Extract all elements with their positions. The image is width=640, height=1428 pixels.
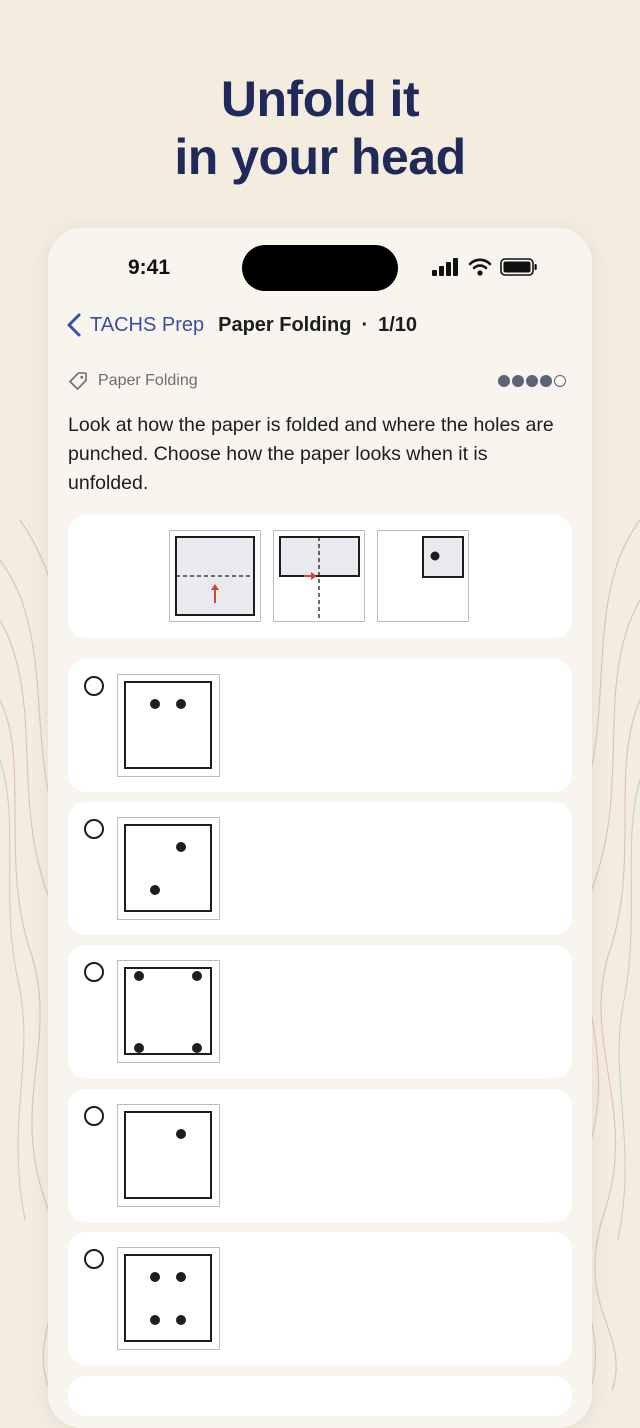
tag-icon — [68, 371, 88, 391]
unfolded-paper — [124, 681, 212, 769]
chevron-left-icon[interactable] — [64, 312, 86, 338]
difficulty-dot — [540, 375, 552, 387]
question-text: Look at how the paper is folded and where the holes are punched. Choose how the paper looks when it is unfolded. — [68, 414, 554, 494]
radio-button[interactable] — [84, 819, 104, 839]
headline-line-1: Unfold it — [220, 71, 420, 127]
fold-step-2 — [273, 530, 365, 622]
difficulty-dot — [526, 375, 538, 387]
question-counter: 1/10 — [378, 313, 418, 336]
wifi-icon — [468, 258, 492, 276]
hole — [176, 1129, 186, 1139]
hole — [176, 842, 186, 852]
nav-separator: · — [361, 313, 369, 336]
nav-bar — [64, 310, 417, 340]
hole — [176, 699, 186, 709]
punch-hole-diagram — [378, 531, 467, 620]
fold-step-1 — [169, 530, 261, 622]
unfolded-paper — [124, 1111, 212, 1199]
punch-step — [377, 530, 469, 622]
radio-button[interactable] — [84, 676, 104, 696]
question-diagram-card — [68, 515, 572, 638]
hole — [176, 1272, 186, 1282]
headline-line-2: in your head — [174, 129, 466, 185]
difficulty-dot — [512, 375, 524, 387]
hole — [176, 1315, 186, 1325]
answer-option-c[interactable] — [68, 945, 572, 1078]
difficulty-dots — [498, 375, 566, 387]
hole — [192, 971, 202, 981]
status-time: 9:41 — [128, 256, 171, 279]
hole — [134, 1043, 144, 1053]
nav-title: Paper Folding — [218, 313, 352, 336]
status-icons — [432, 257, 538, 277]
radio-button[interactable] — [84, 1249, 104, 1269]
hole — [150, 885, 160, 895]
battery-icon — [500, 258, 538, 276]
option-figure — [117, 1104, 220, 1207]
answer-option-a[interactable] — [68, 659, 572, 792]
unfolded-paper — [124, 1254, 212, 1342]
unfolded-paper — [124, 824, 212, 912]
back-button[interactable]: TACHS Prep — [90, 313, 205, 336]
headline — [0, 70, 640, 186]
answer-option-d[interactable] — [68, 1089, 572, 1222]
difficulty-dot — [498, 375, 510, 387]
unfolded-paper — [124, 967, 212, 1055]
difficulty-dot — [554, 375, 566, 387]
option-figure — [117, 817, 220, 920]
hole — [150, 1315, 160, 1325]
radio-button[interactable] — [84, 1106, 104, 1126]
fold-up-diagram — [170, 531, 259, 620]
option-figure — [117, 1247, 220, 1350]
answer-option-e[interactable] — [68, 1232, 572, 1365]
category-label: Paper Folding — [98, 372, 198, 389]
hole — [150, 1272, 160, 1282]
category-tag — [68, 371, 198, 391]
hole — [150, 699, 160, 709]
answer-option-b[interactable] — [68, 802, 572, 935]
signal-icon — [432, 258, 460, 276]
answer-option-f-partial[interactable] — [68, 1376, 572, 1416]
fold-left-diagram — [274, 531, 363, 620]
phone-screen — [48, 228, 592, 1428]
option-figure — [117, 960, 220, 1063]
hole — [192, 1043, 202, 1053]
radio-button[interactable] — [84, 962, 104, 982]
option-figure — [117, 674, 220, 777]
dynamic-island — [242, 245, 398, 291]
hole — [134, 971, 144, 981]
